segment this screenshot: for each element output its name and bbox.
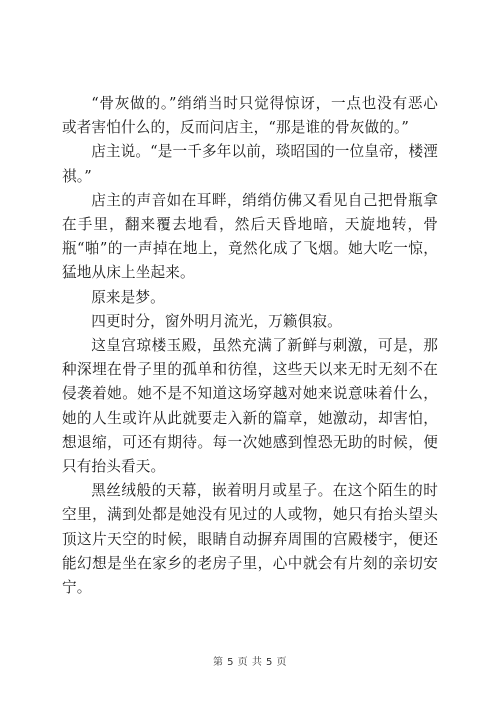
paragraph: 原来是梦。 bbox=[91, 288, 165, 306]
paragraph: 四更时分，窗外明月流光，万籁俱寂。 bbox=[91, 312, 342, 330]
paragraph: 这皇宫琼楼玉殿，虽然充满了新鲜与刺激，可是，那种深埋在骨子里的孤单和彷徨，这些天以来无时无刻不在侵袭着她。她不是不知道这场穿越对她来说意味着什么，她的人生或许从此就要走入新的篇章，她激动，却害怕，想退缩，可还有期待。每一次她感到惶恐无助的时候，便只有抬头看天。 bbox=[62, 337, 438, 476]
paragraph: “骨灰做的。”绡绡当时只觉得惊讶，一点也没有恶心或者害怕什么的，反而问店主，“那是谁的骨灰做的。” bbox=[62, 95, 438, 137]
page-number-footer: 第 5 页 共 5 页 bbox=[212, 657, 288, 668]
paragraph: 店主的声音如在耳畔，绡绡仿佛又看见自己把骨瓶拿在手里，翻来覆去地看，然后天昏地暗，天旋地转，骨瓶“啪”的一声掉在地上，竟然化成了飞烟。她大吃一惊，猛地从床上坐起来。 bbox=[62, 191, 438, 282]
paragraph: 店主说。“是一千多年以前，琰昭国的一位皇帝，楼湮祺。” bbox=[62, 143, 438, 185]
document-body bbox=[62, 92, 438, 600]
paragraph: 黑丝绒般的天幕，嵌着明月或星子。在这个陌生的时空里，满到处都是她没有见过的人或物，她只有抬头望头顶这片天空的时候，眼睛自动摒弃周围的宫殿楼宇，便还能幻想是坐在家乡的老房子里，心中就会有片刻的亲切安宁。 bbox=[62, 482, 438, 597]
